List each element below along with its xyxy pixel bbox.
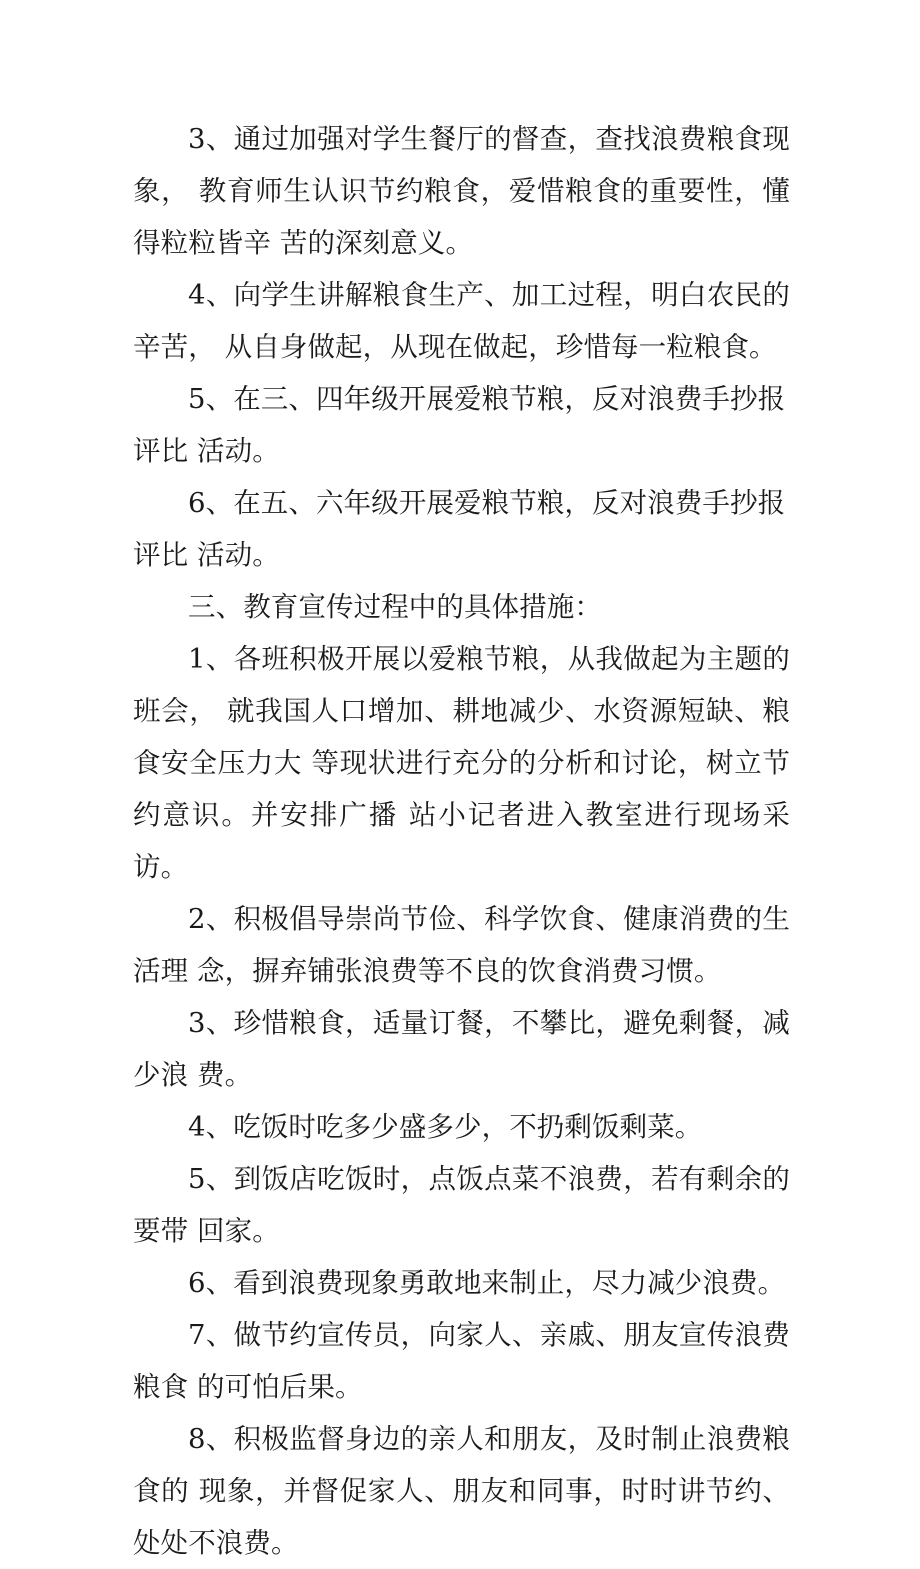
section-heading-three: 三、教育宣传过程中的具体措施： bbox=[188, 591, 602, 623]
paragraph-measure-2-thrift-advocacy: 2、积极倡导崇尚节俭、科学饮食、健康消费的生活理 念，摒弃铺张浪费等不良的饮食消费习惯。 bbox=[133, 903, 790, 987]
paragraph-item-3-supervision: 3、通过加强对学生餐厅的督查，查找浪费粮食现象， 教育师生认识节约粮食，爱惜粮食的重要性，懂得粒粒皆辛 苦的深刻意义。 bbox=[133, 123, 790, 259]
document-body bbox=[133, 113, 790, 1569]
paragraph-measure-1-class-meeting: 1、各班积极开展以爱粮节粮，从我做起为主题的班会， 就我国人口增加、耕地减少、水资源短缺、粮食安全压力大 等现状进行充分的分析和讨论，树立节约意识。并安排广播 站小记者进入教室进行现场采访。 bbox=[133, 643, 790, 883]
paragraph-measure-5-restaurant-takeaway: 5、到饭店吃饭时，点饭点菜不浪费，若有剩余的要带 回家。 bbox=[133, 1163, 790, 1247]
paragraph-item-6-grade-five-six: 6、在五、六年级开展爱粮节粮，反对浪费手抄报评比 活动。 bbox=[133, 487, 786, 571]
paragraph-item-4-production: 4、向学生讲解粮食生产、加工过程，明白农民的辛苦， 从自身做起，从现在做起，珍惜每一粒粮食。 bbox=[133, 279, 790, 363]
paragraph-measure-4-serve-what-you-eat: 4、吃饭时吃多少盛多少，不扔剩饭剩菜。 bbox=[188, 1111, 703, 1143]
paragraph-measure-7-promoter: 7、做节约宣传员，向家人、亲戚、朋友宣传浪费粮食 的可怕后果。 bbox=[133, 1319, 790, 1403]
paragraph-item-5-grade-three-four: 5、在三、四年级开展爱粮节粮，反对浪费手抄报评比 活动。 bbox=[133, 383, 786, 467]
paragraph-measure-6-stop-waste: 6、看到浪费现象勇敢地来制止，尽力减少浪费。 bbox=[188, 1267, 786, 1299]
paragraph-measure-8-supervise-family: 8、积极监督身边的亲人和朋友，及时制止浪费粮食的 现象，并督促家人、朋友和同事，时时讲节约、处处不浪费。 bbox=[133, 1423, 790, 1559]
paragraph-measure-3-order-moderately: 3、珍惜粮食，适量订餐，不攀比，避免剩餐，减少浪 费。 bbox=[133, 1007, 790, 1091]
